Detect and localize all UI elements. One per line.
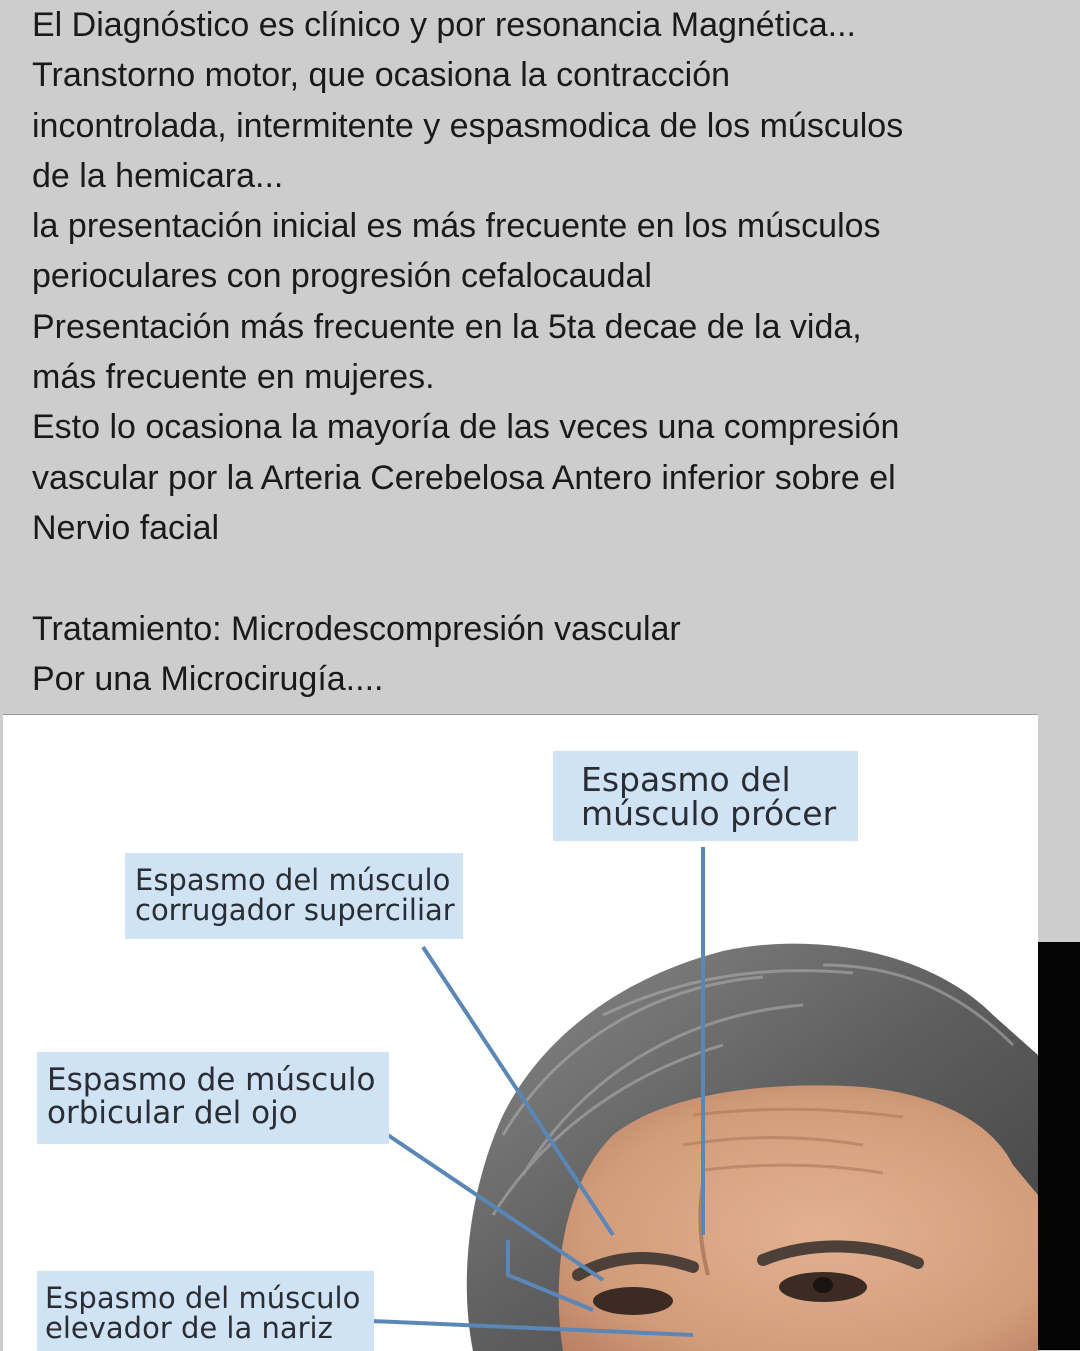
post-line: de la hemicara... (32, 156, 284, 195)
post-line: Esto lo ocasiona la mayoría de las veces una compresión (32, 408, 900, 447)
face-illustration (3, 715, 1038, 1351)
post-line: perioculares con progresión cefalocaudal (32, 257, 652, 296)
label-elevador-line1: Espasmo del músculo (45, 1281, 361, 1315)
post-line: Transtorno motor, que ocasiona la contracción (32, 56, 731, 95)
label-elevador-line2: elevador de la nariz (45, 1311, 333, 1345)
post-line: Por una Microcirugía.... (32, 659, 384, 698)
post-line-blank (32, 553, 1062, 603)
label-orbicular (37, 1052, 389, 1144)
post-line: El Diagnóstico es clínico y por resonancia Magnética... (32, 6, 856, 44)
label-procer-line2: músculo prócer (581, 794, 837, 833)
post-line: Presentación más frecuente en la 5ta decae de la vida, (32, 307, 862, 346)
label-procer (553, 751, 858, 841)
post-line: la presentación inicial es más frecuente en los músculos (32, 207, 881, 246)
anatomy-figure[interactable] (3, 714, 1038, 1351)
post-line: vascular por la Arteria Cerebelosa Antero inferior sobre el (32, 458, 896, 497)
black-side-bar (1038, 942, 1080, 1350)
post-line: más frecuente en mujeres. (32, 358, 435, 397)
label-elevador (37, 1271, 374, 1351)
label-orbicular-line2: orbicular del ojo (47, 1095, 298, 1131)
label-corrugador (125, 853, 463, 939)
label-orbicular-line1: Espasmo de músculo (47, 1062, 376, 1098)
post-line: Tratamiento: Microdescompresión vascular (32, 609, 681, 648)
left-eye (593, 1287, 673, 1315)
label-corrugador-line1: Espasmo del músculo (135, 863, 451, 897)
label-procer-line1: Espasmo del (581, 760, 791, 799)
post-text (32, 0, 1062, 704)
post-line: Nervio facial (32, 508, 220, 547)
label-corrugador-line2: corrugador superciliar (135, 893, 455, 927)
post-line: incontrolada, intermitente y espasmodica de los músculos (32, 106, 904, 145)
